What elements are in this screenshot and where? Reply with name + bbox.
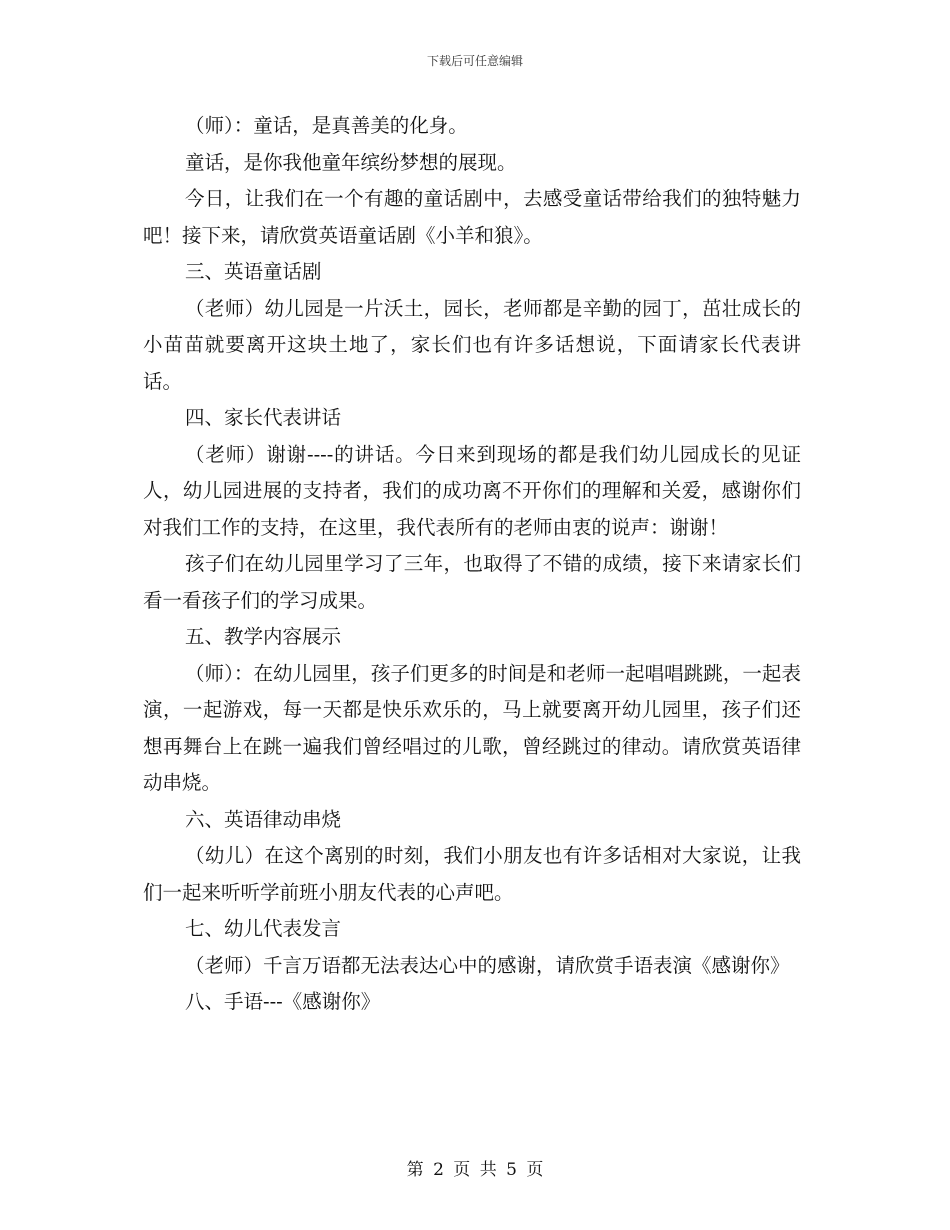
section-heading: 五、教学内容展示 (185, 625, 342, 648)
paragraph: 童话，是你我他童年缤纷梦想的展现。 (185, 150, 517, 174)
section-heading: 四、家长代表讲话 (185, 406, 342, 429)
section-heading: 八、手语---《感谢你》 (185, 990, 381, 1013)
section-heading: 六、英语律动串烧 (185, 807, 342, 831)
paragraph: （幼儿）在这个离别的时刻，我们小朋友也有许多话相对大家说，让我们一起来听听学前班小朋友代表的心声吧。 (143, 844, 801, 904)
page-header-note: 下载后可任意编辑 (426, 54, 523, 68)
paragraph: （老师）千言万语都无法表达心中的感谢，请欣赏手语表演《感谢你》 (185, 953, 790, 977)
paragraph: 孩子们在幼儿园里学习了三年，也取得了不错的成绩，接下来请家长们看一看孩子们的学习成果。 (143, 552, 801, 612)
section-heading: 三、英语童话剧 (185, 260, 322, 283)
paragraph: 今日，让我们在一个有趣的童话剧中，去感受童话带给我们的独特魅力吧！接下来，请欣赏英语童话剧《小羊和狼》。 (143, 187, 801, 247)
document-body (143, 108, 801, 1021)
paragraph: （师）：童话，是真善美的化身。 (185, 114, 468, 137)
paragraph: （老师）谢谢----的讲话。今日来到现场的都是我们幼儿园成长的见证人，幼儿园进展的支持者，我们的成功离不开你们的理解和关爱，感谢你们对我们工作的支持，在这里，我代表所有的老师由衷的说声：谢谢！ (143, 442, 801, 539)
paragraph: （老师）幼儿园是一片沃土，园长，老师都是辛勤的园丁，茁壮成长的小苗苗就要离开这块土地了，家长们也有许多话想说，下面请家长代表讲话。 (143, 296, 801, 393)
page-number-footer: 第 2 页 共 5 页 (406, 1160, 544, 1180)
section-heading: 七、幼儿代表发言 (185, 917, 342, 940)
paragraph: （师）：在幼儿园里，孩子们更多的时间是和老师一起唱唱跳跳，一起表演，一起游戏，每一天都是快乐欢乐的，马上就要离开幼儿园里，孩子们还想再舞台上在跳一遍我们曾经唱过的儿歌，曾经跳过的律动。请欣赏英语律动串烧。 (143, 661, 801, 794)
